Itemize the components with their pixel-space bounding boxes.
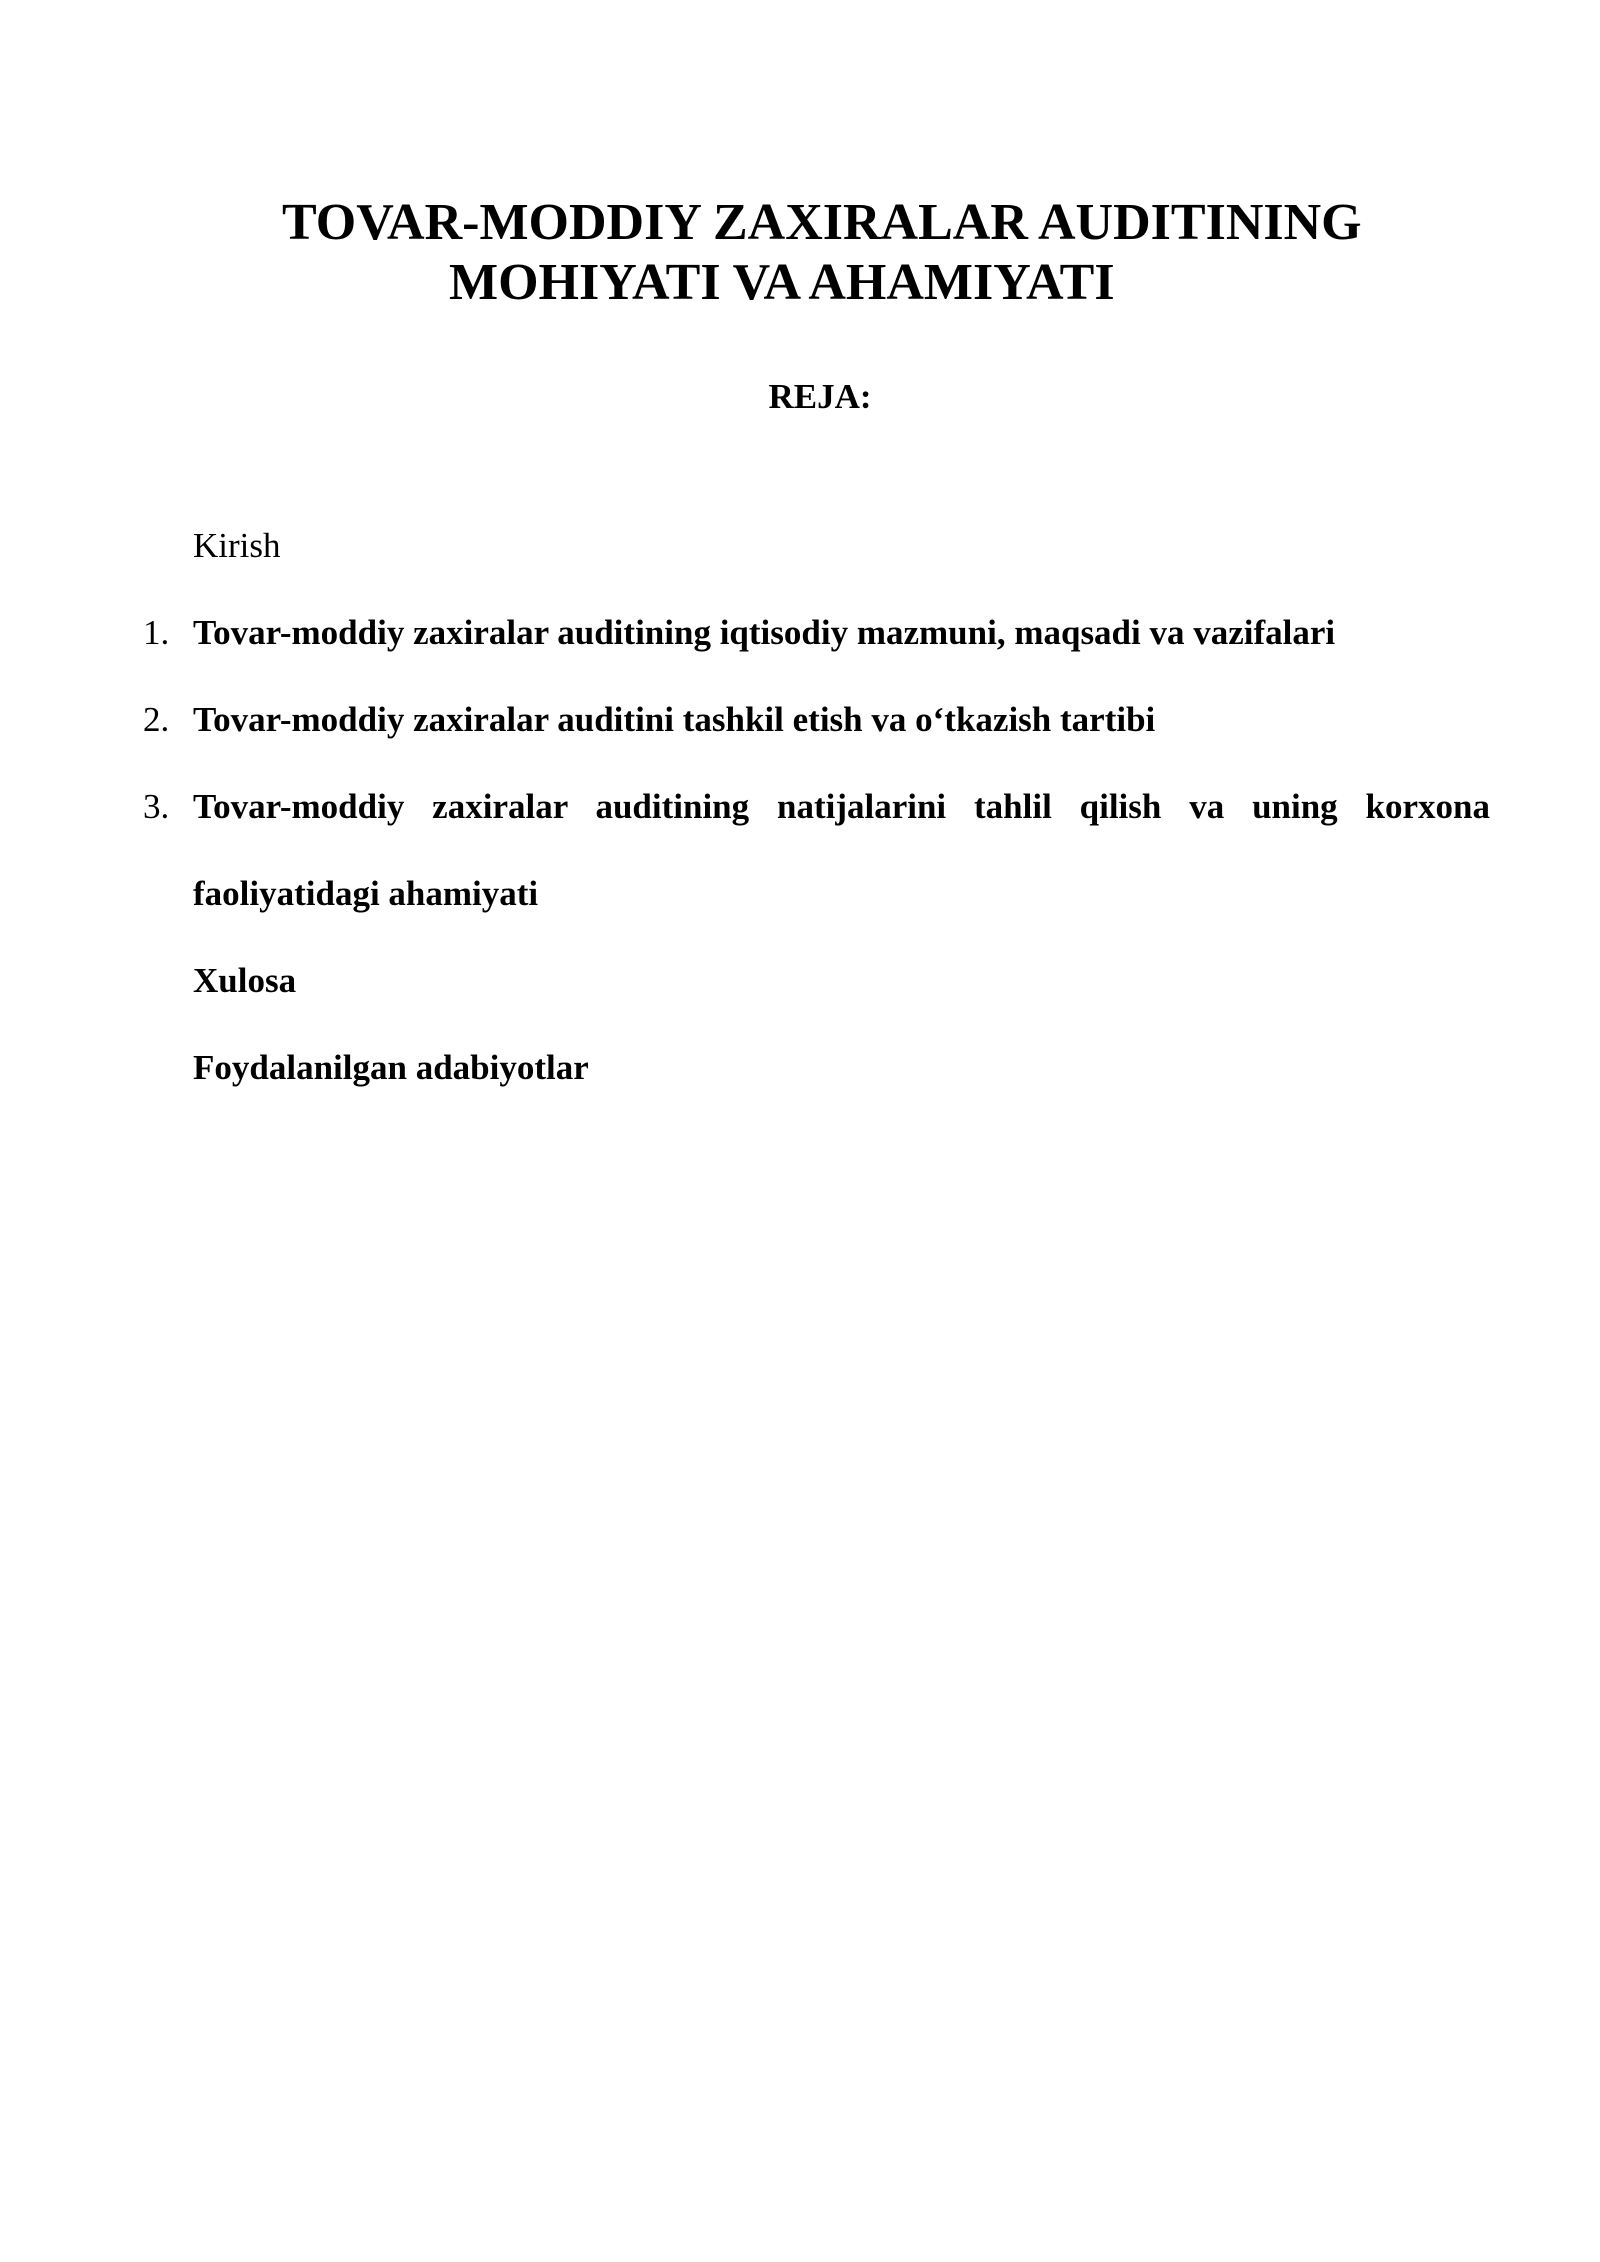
item-number: 1. [143, 613, 170, 652]
plan-list [0, 502, 1600, 1111]
document-title [0, 193, 1600, 313]
plan-item-2 [0, 676, 1600, 763]
plan-references [0, 1024, 1600, 1111]
title-line-2: MOHIYATI VA AHAMIYATI [449, 254, 1115, 311]
references-text: Foydalanilgan adabiyotlar [193, 1048, 589, 1087]
item-number: 3. [143, 787, 170, 826]
title-line-1: TOVAR-MODDIY ZAXIRALAR AUDITINING [282, 194, 1362, 251]
item-number: 2. [143, 700, 170, 739]
item-text: Tovar-moddiy zaxiralar auditini tashkil etish va o‘tkazish tartibi [193, 700, 1156, 739]
intro-text: Kirish [193, 526, 281, 565]
plan-heading: REJA: [768, 377, 872, 416]
item-text-line-2: faoliyatidagi ahamiyati [193, 874, 539, 913]
plan-item-3 [0, 763, 1600, 937]
plan-conclusion [0, 937, 1600, 1024]
item-text-line-1: Tovar-moddiy zaxiralar auditining natijalarini tahlil qilish va uning korxona [193, 787, 1490, 826]
plan-intro [0, 502, 1600, 589]
conclusion-text: Xulosa [193, 961, 297, 1000]
plan-item-1 [0, 589, 1600, 676]
item-text: Tovar-moddiy zaxiralar auditining iqtisodiy mazmuni, maqsadi va vazifalari [193, 613, 1336, 652]
